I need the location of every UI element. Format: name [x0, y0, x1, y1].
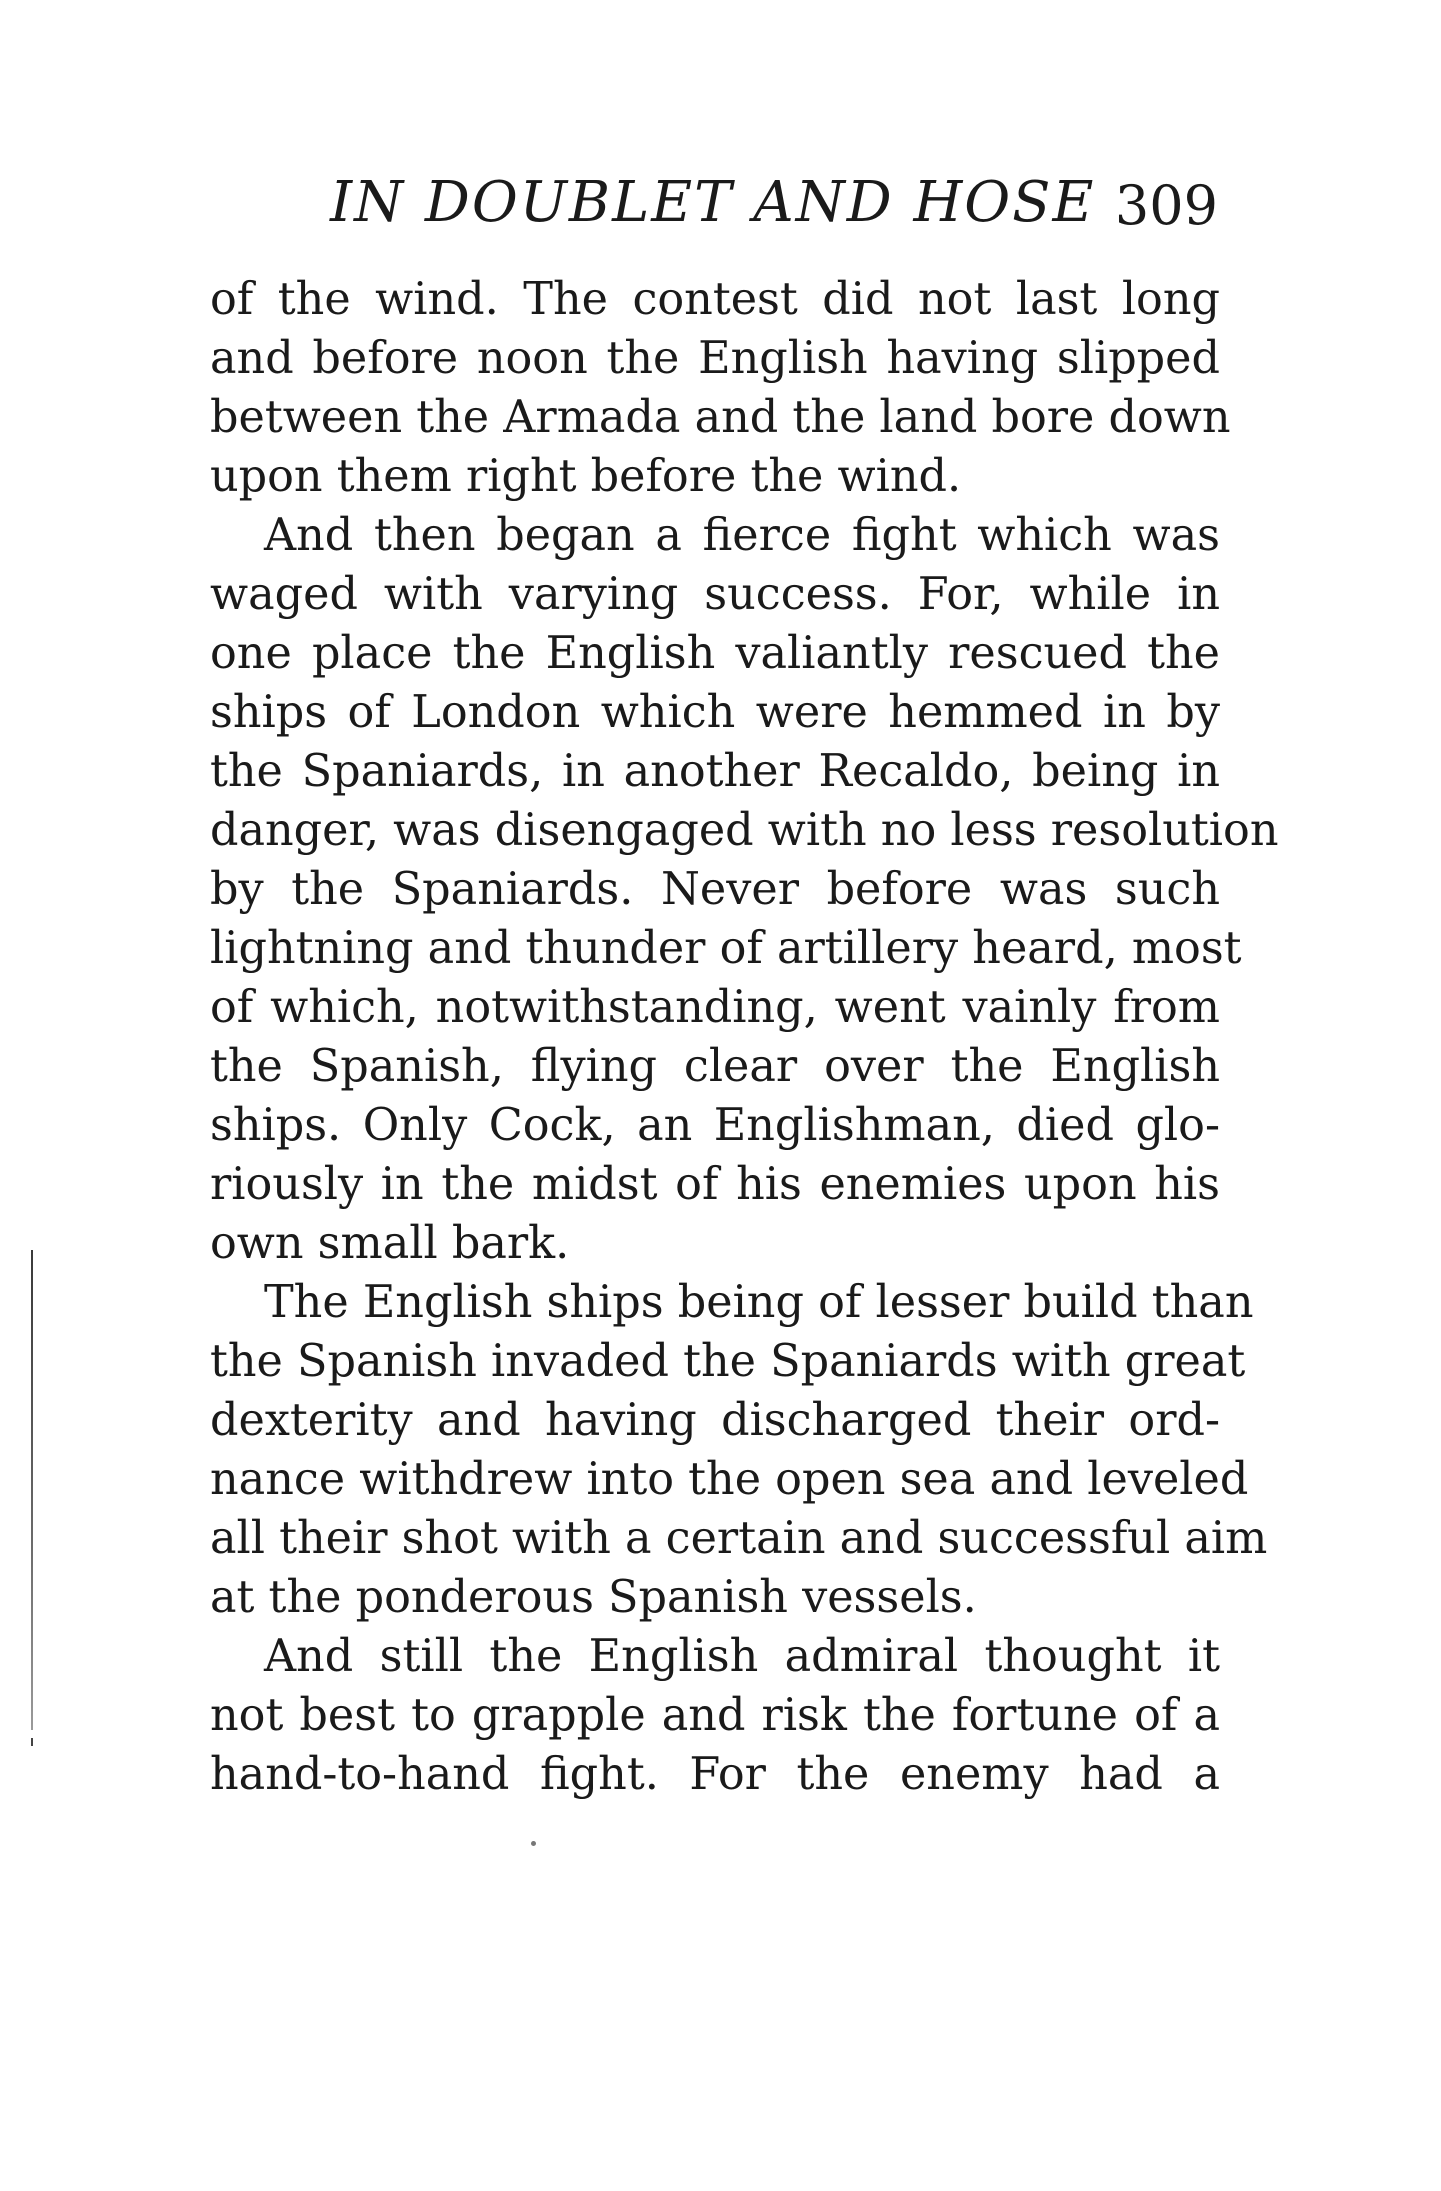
- text-line: The English ships being of lesser build than: [264, 1277, 1254, 1328]
- text-line: one place the English valiantly rescued the: [210, 628, 1220, 679]
- margin-scan-line: [31, 1250, 33, 1730]
- running-head: [330, 170, 1230, 250]
- text-line: nance withdrew into the open sea and leveled: [210, 1454, 1249, 1505]
- text-line: by the Spaniards. Never before was such: [210, 864, 1220, 915]
- text-line: at the ponderous Spanish vessels.: [210, 1572, 977, 1623]
- text-line: hand-to-hand fight. For the enemy had a: [210, 1749, 1220, 1800]
- text-line: of which, notwithstanding, went vainly from: [210, 982, 1220, 1033]
- text-line: all their shot with a certain and successful aim: [210, 1513, 1268, 1564]
- text-line: the Spaniards, in another Recaldo, being in: [210, 746, 1220, 797]
- text-line: upon them right before the wind.: [210, 451, 962, 502]
- page-number: 309: [1114, 174, 1218, 237]
- body-text: [210, 270, 1279, 1804]
- text-line: lightning and thunder of artillery heard, most: [210, 923, 1242, 974]
- text-line: waged with varying success. For, while in: [210, 569, 1220, 620]
- text-line: dexterity and having discharged their ord-: [210, 1395, 1220, 1446]
- text-line: riously in the midst of his enemies upon his: [210, 1159, 1220, 1210]
- text-line: And still the English admiral thought it: [264, 1631, 1220, 1682]
- text-line: the Spanish invaded the Spaniards with great: [210, 1336, 1246, 1387]
- text-line: of the wind. The contest did not last long: [210, 274, 1220, 325]
- text-line: not best to grapple and risk the fortune of a: [210, 1690, 1220, 1741]
- text-line: danger, was disengaged with no less resolution: [210, 805, 1279, 856]
- ink-speck: [531, 1841, 536, 1846]
- text-line: and before noon the English having slipped: [210, 333, 1220, 384]
- text-line: ships of London which were hemmed in by: [210, 687, 1220, 738]
- margin-speck: [31, 1738, 33, 1746]
- text-line: And then began a fierce fight which was: [264, 510, 1220, 561]
- text-line: the Spanish, flying clear over the English: [210, 1041, 1220, 1092]
- text-line: between the Armada and the land bore down: [210, 392, 1231, 443]
- text-line: ships. Only Cock, an Englishman, died glo-: [210, 1100, 1220, 1151]
- running-title: IN DOUBLET AND HOSE: [330, 170, 1096, 235]
- text-line: own small bark.: [210, 1218, 570, 1269]
